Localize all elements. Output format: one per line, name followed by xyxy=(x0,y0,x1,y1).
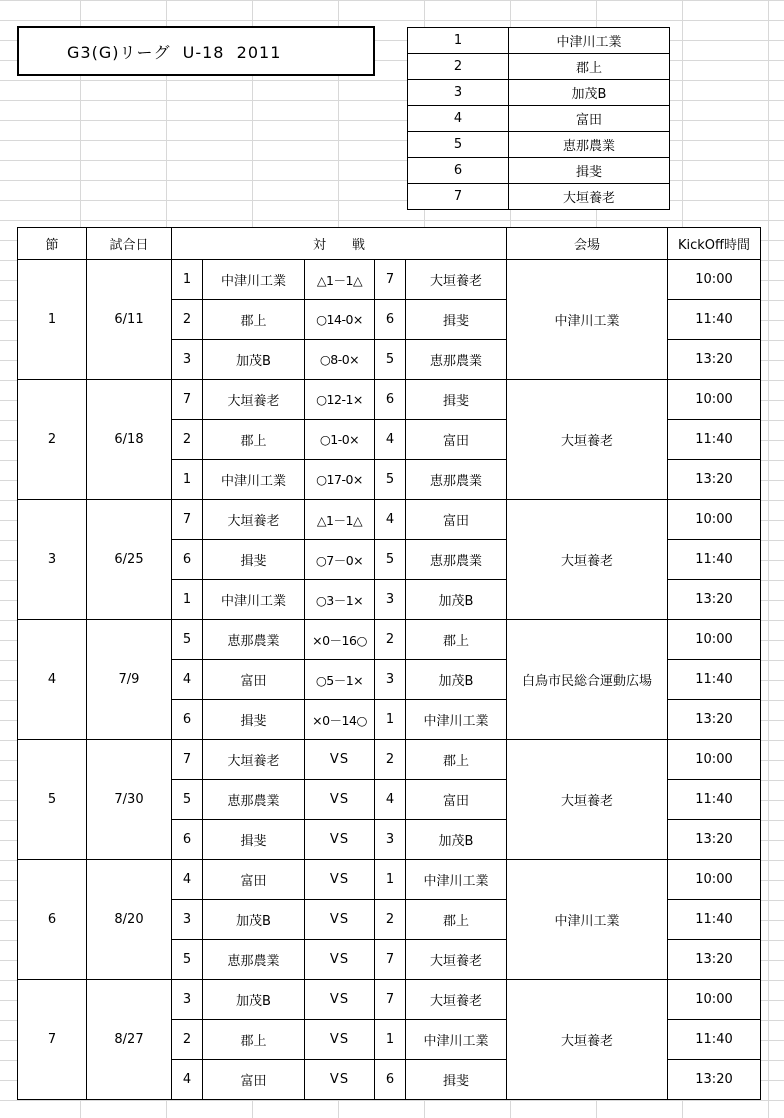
kickoff-time: 13:20 xyxy=(668,460,761,500)
home-team-number: 6 xyxy=(172,820,203,860)
venue: 白鳥市民総合運動広場 xyxy=(507,620,668,740)
team-number: 2 xyxy=(408,54,509,80)
away-team-name: 郡上 xyxy=(406,740,507,780)
header-round: 節 xyxy=(18,228,87,260)
away-team-number: 3 xyxy=(375,820,406,860)
kickoff-time: 11:40 xyxy=(668,1020,761,1060)
match-result: ×0－16○ xyxy=(305,620,375,660)
match-result: VS xyxy=(305,980,375,1020)
home-team-name: 加茂B xyxy=(203,340,305,380)
away-team-number: 6 xyxy=(375,380,406,420)
away-team-name: 揖斐 xyxy=(406,380,507,420)
team-row xyxy=(408,80,670,106)
away-team-number: 2 xyxy=(375,900,406,940)
away-team-number: 5 xyxy=(375,340,406,380)
team-number: 4 xyxy=(408,106,509,132)
away-team-number: 6 xyxy=(375,300,406,340)
team-row xyxy=(408,54,670,80)
home-team-name: 大垣養老 xyxy=(203,740,305,780)
home-team-number: 7 xyxy=(172,740,203,780)
home-team-number: 7 xyxy=(172,500,203,540)
home-team-number: 4 xyxy=(172,660,203,700)
kickoff-time: 11:40 xyxy=(668,300,761,340)
away-team-number: 4 xyxy=(375,780,406,820)
team-number: 3 xyxy=(408,80,509,106)
away-team-name: 富田 xyxy=(406,420,507,460)
kickoff-time: 10:00 xyxy=(668,740,761,780)
round-number: 6 xyxy=(18,860,87,980)
kickoff-time: 10:00 xyxy=(668,260,761,300)
page-title: G3(G)リーグ U-18 2011 xyxy=(17,26,375,76)
round-number: 1 xyxy=(18,260,87,380)
home-team-name: 揖斐 xyxy=(203,820,305,860)
match-date: 8/20 xyxy=(87,860,172,980)
match-row xyxy=(18,980,761,1020)
match-result: ○12-1× xyxy=(305,380,375,420)
team-row xyxy=(408,184,670,210)
home-team-number: 2 xyxy=(172,1020,203,1060)
home-team-name: 揖斐 xyxy=(203,540,305,580)
home-team-name: 恵那農業 xyxy=(203,780,305,820)
away-team-name: 富田 xyxy=(406,780,507,820)
away-team-name: 中津川工業 xyxy=(406,860,507,900)
home-team-number: 1 xyxy=(172,260,203,300)
kickoff-time: 11:40 xyxy=(668,540,761,580)
home-team-name: 中津川工業 xyxy=(203,260,305,300)
match-result: ○1-0× xyxy=(305,420,375,460)
venue: 大垣養老 xyxy=(507,500,668,620)
team-row xyxy=(408,158,670,184)
away-team-number: 1 xyxy=(375,1020,406,1060)
home-team-name: 中津川工業 xyxy=(203,580,305,620)
away-team-number: 4 xyxy=(375,420,406,460)
away-team-name: 恵那農業 xyxy=(406,340,507,380)
away-team-name: 加茂B xyxy=(406,580,507,620)
away-team-number: 1 xyxy=(375,700,406,740)
home-team-name: 富田 xyxy=(203,1060,305,1100)
match-result: VS xyxy=(305,860,375,900)
team-number: 6 xyxy=(408,158,509,184)
venue: 中津川工業 xyxy=(507,860,668,980)
match-row xyxy=(18,740,761,780)
match-result: ○7－0× xyxy=(305,540,375,580)
header-venue: 会場 xyxy=(507,228,668,260)
match-row xyxy=(18,500,761,540)
away-team-name: 加茂B xyxy=(406,820,507,860)
home-team-name: 郡上 xyxy=(203,420,305,460)
kickoff-time: 10:00 xyxy=(668,380,761,420)
match-result: VS xyxy=(305,820,375,860)
home-team-number: 5 xyxy=(172,940,203,980)
round-number: 3 xyxy=(18,500,87,620)
home-team-name: 中津川工業 xyxy=(203,460,305,500)
team-name: 大垣養老 xyxy=(509,184,670,210)
kickoff-time: 10:00 xyxy=(668,980,761,1020)
round-number: 5 xyxy=(18,740,87,860)
schedule-header-row xyxy=(18,228,761,260)
round-number: 2 xyxy=(18,380,87,500)
team-name: 加茂B xyxy=(509,80,670,106)
kickoff-time: 13:20 xyxy=(668,580,761,620)
round-number: 4 xyxy=(18,620,87,740)
home-team-number: 7 xyxy=(172,380,203,420)
venue: 大垣養老 xyxy=(507,380,668,500)
match-date: 6/11 xyxy=(87,260,172,380)
match-date: 6/25 xyxy=(87,500,172,620)
home-team-name: 揖斐 xyxy=(203,700,305,740)
kickoff-time: 13:20 xyxy=(668,820,761,860)
match-date: 7/9 xyxy=(87,620,172,740)
kickoff-time: 11:40 xyxy=(668,420,761,460)
match-date: 8/27 xyxy=(87,980,172,1100)
team-number: 5 xyxy=(408,132,509,158)
team-name: 揖斐 xyxy=(509,158,670,184)
kickoff-time: 11:40 xyxy=(668,900,761,940)
header-match: 対 戦 xyxy=(172,228,507,260)
venue: 中津川工業 xyxy=(507,260,668,380)
home-team-name: 大垣養老 xyxy=(203,380,305,420)
away-team-number: 7 xyxy=(375,980,406,1020)
team-number: 1 xyxy=(408,28,509,54)
schedule-body xyxy=(18,260,761,1100)
away-team-number: 2 xyxy=(375,620,406,660)
team-name: 郡上 xyxy=(509,54,670,80)
home-team-number: 2 xyxy=(172,300,203,340)
team-name: 富田 xyxy=(509,106,670,132)
match-result: ○14-0× xyxy=(305,300,375,340)
home-team-name: 大垣養老 xyxy=(203,500,305,540)
home-team-name: 富田 xyxy=(203,860,305,900)
home-team-number: 6 xyxy=(172,540,203,580)
match-result: VS xyxy=(305,940,375,980)
team-name: 中津川工業 xyxy=(509,28,670,54)
kickoff-time: 13:20 xyxy=(668,940,761,980)
venue: 大垣養老 xyxy=(507,740,668,860)
away-team-number: 6 xyxy=(375,1060,406,1100)
match-result: ○3－1× xyxy=(305,580,375,620)
home-team-number: 1 xyxy=(172,460,203,500)
home-team-number: 5 xyxy=(172,780,203,820)
match-row xyxy=(18,260,761,300)
match-date: 7/30 xyxy=(87,740,172,860)
away-team-name: 加茂B xyxy=(406,660,507,700)
away-team-name: 大垣養老 xyxy=(406,980,507,1020)
match-row xyxy=(18,620,761,660)
away-team-name: 郡上 xyxy=(406,620,507,660)
away-team-name: 中津川工業 xyxy=(406,700,507,740)
away-team-name: 大垣養老 xyxy=(406,260,507,300)
home-team-number: 3 xyxy=(172,900,203,940)
away-team-name: 揖斐 xyxy=(406,1060,507,1100)
kickoff-time: 11:40 xyxy=(668,660,761,700)
home-team-number: 6 xyxy=(172,700,203,740)
match-row xyxy=(18,380,761,420)
home-team-number: 3 xyxy=(172,340,203,380)
match-result: VS xyxy=(305,740,375,780)
away-team-number: 7 xyxy=(375,940,406,980)
home-team-number: 3 xyxy=(172,980,203,1020)
away-team-number: 3 xyxy=(375,660,406,700)
home-team-name: 郡上 xyxy=(203,1020,305,1060)
kickoff-time: 10:00 xyxy=(668,620,761,660)
home-team-number: 4 xyxy=(172,860,203,900)
away-team-name: 中津川工業 xyxy=(406,1020,507,1060)
match-result: △1－1△ xyxy=(305,260,375,300)
match-result: VS xyxy=(305,1060,375,1100)
kickoff-time: 11:40 xyxy=(668,780,761,820)
venue: 大垣養老 xyxy=(507,980,668,1100)
away-team-number: 1 xyxy=(375,860,406,900)
kickoff-time: 10:00 xyxy=(668,500,761,540)
team-number: 7 xyxy=(408,184,509,210)
team-row xyxy=(408,28,670,54)
team-row xyxy=(408,132,670,158)
away-team-name: 恵那農業 xyxy=(406,540,507,580)
team-name: 恵那農業 xyxy=(509,132,670,158)
away-team-number: 4 xyxy=(375,500,406,540)
home-team-name: 加茂B xyxy=(203,900,305,940)
away-team-name: 富田 xyxy=(406,500,507,540)
home-team-name: 富田 xyxy=(203,660,305,700)
home-team-name: 郡上 xyxy=(203,300,305,340)
team-row xyxy=(408,106,670,132)
match-result: ×0－14○ xyxy=(305,700,375,740)
match-result: ○5－1× xyxy=(305,660,375,700)
home-team-name: 恵那農業 xyxy=(203,620,305,660)
team-list-table xyxy=(407,27,670,210)
match-row xyxy=(18,860,761,900)
home-team-number: 5 xyxy=(172,620,203,660)
away-team-number: 5 xyxy=(375,540,406,580)
match-result: △1－1△ xyxy=(305,500,375,540)
kickoff-time: 13:20 xyxy=(668,700,761,740)
kickoff-time: 13:20 xyxy=(668,1060,761,1100)
schedule-table xyxy=(17,227,761,1100)
away-team-name: 揖斐 xyxy=(406,300,507,340)
home-team-name: 恵那農業 xyxy=(203,940,305,980)
match-result: ○8-0× xyxy=(305,340,375,380)
home-team-number: 2 xyxy=(172,420,203,460)
kickoff-time: 10:00 xyxy=(668,860,761,900)
home-team-number: 4 xyxy=(172,1060,203,1100)
match-result: VS xyxy=(305,900,375,940)
away-team-name: 恵那農業 xyxy=(406,460,507,500)
match-result: VS xyxy=(305,780,375,820)
round-number: 7 xyxy=(18,980,87,1100)
away-team-name: 郡上 xyxy=(406,900,507,940)
match-result: VS xyxy=(305,1020,375,1060)
header-kickoff: KickOff時間 xyxy=(668,228,761,260)
away-team-number: 5 xyxy=(375,460,406,500)
away-team-number: 2 xyxy=(375,740,406,780)
home-team-name: 加茂B xyxy=(203,980,305,1020)
away-team-name: 大垣養老 xyxy=(406,940,507,980)
away-team-number: 3 xyxy=(375,580,406,620)
match-date: 6/18 xyxy=(87,380,172,500)
home-team-number: 1 xyxy=(172,580,203,620)
header-date: 試合日 xyxy=(87,228,172,260)
team-list-body xyxy=(408,28,670,210)
away-team-number: 7 xyxy=(375,260,406,300)
match-result: ○17-0× xyxy=(305,460,375,500)
kickoff-time: 13:20 xyxy=(668,340,761,380)
